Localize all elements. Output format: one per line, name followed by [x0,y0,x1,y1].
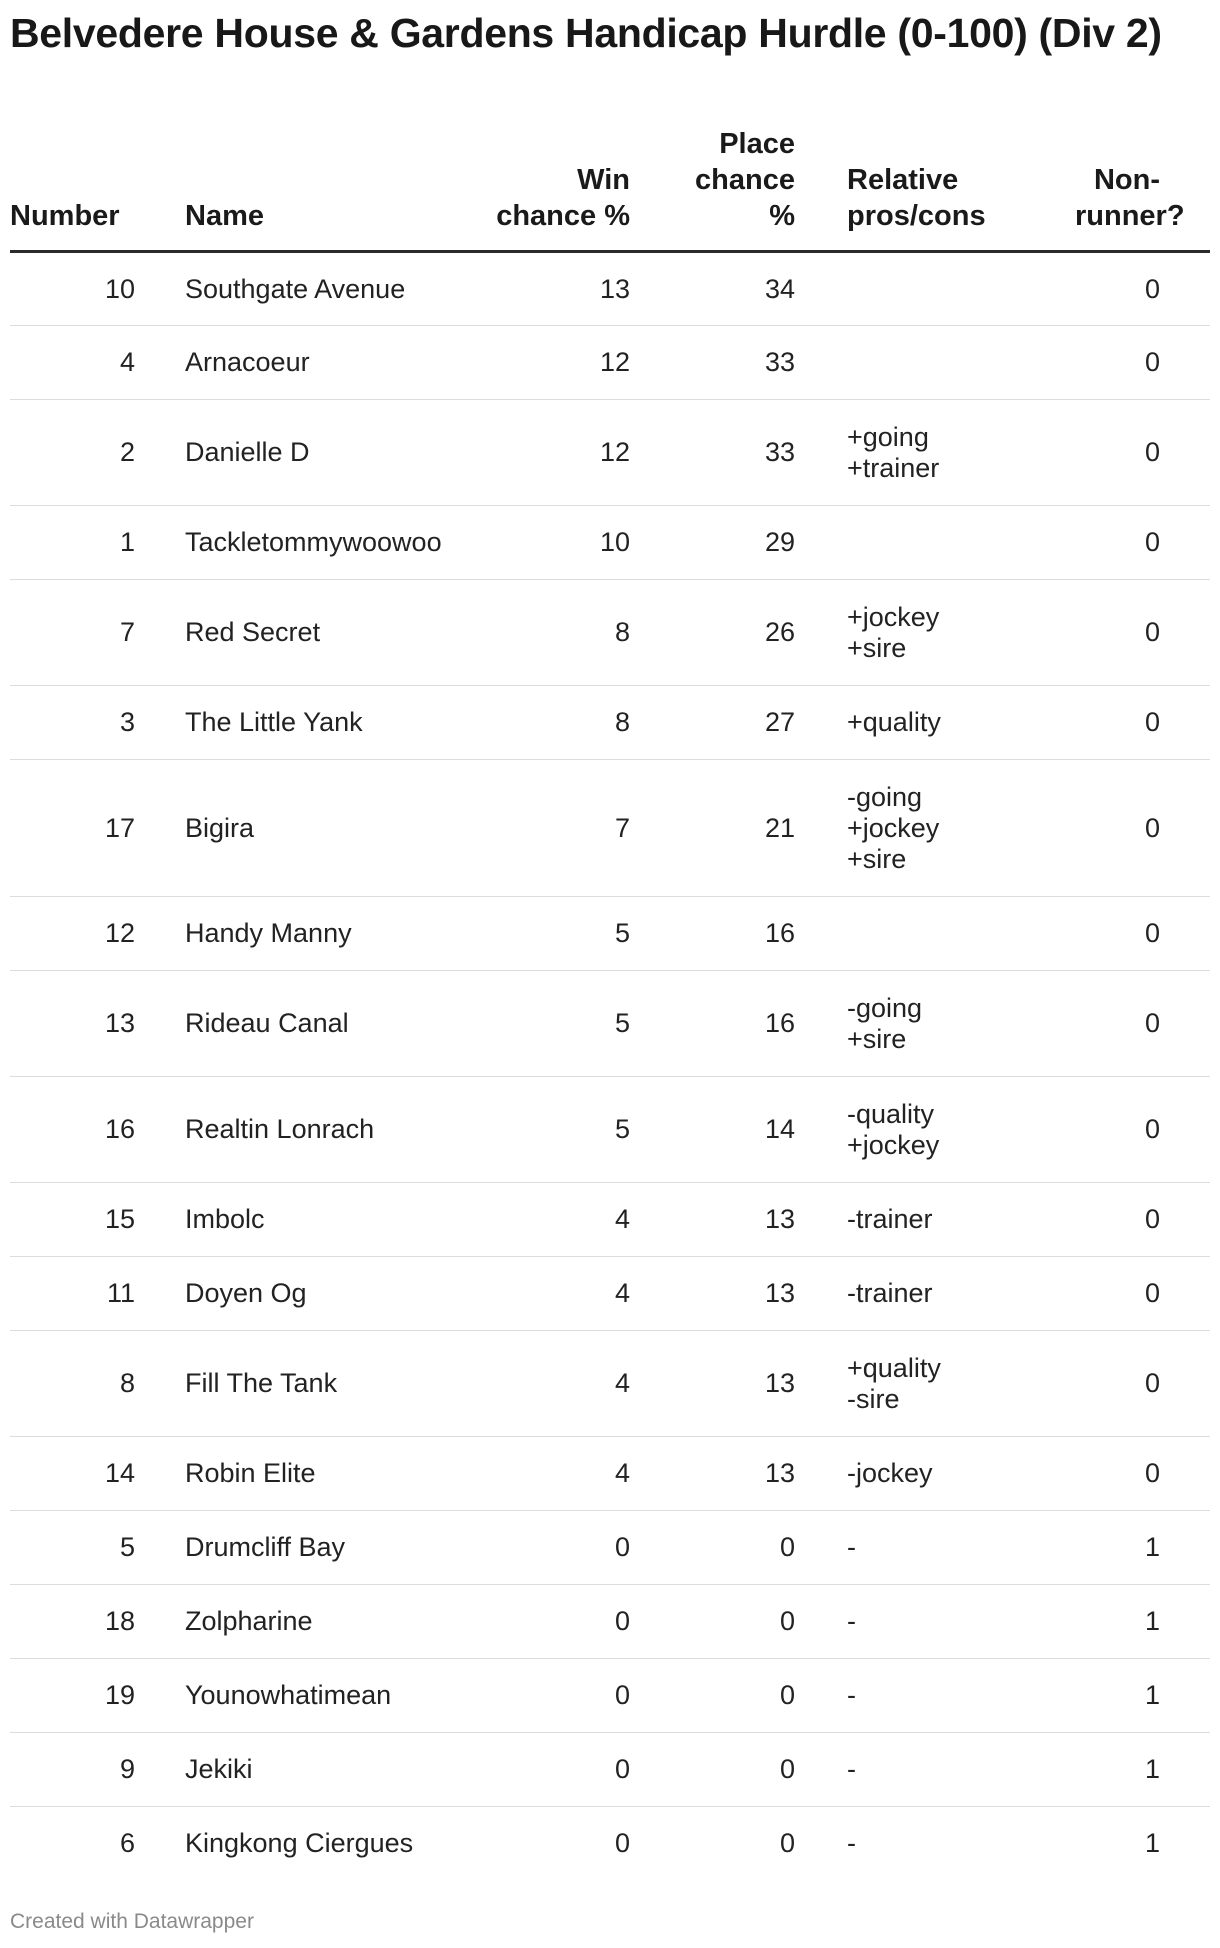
cell-number: 1 [10,506,185,580]
cell-pros-cons [795,1077,985,1183]
table-row [10,1437,1210,1511]
cell-place-chance: 16 [630,897,795,971]
cell-place-chance: 14 [630,1077,795,1183]
pros-cons-item: - [847,1754,856,1784]
cell-win-chance: 8 [470,686,630,760]
cell-place-chance: 13 [630,1183,795,1257]
table-row [10,1659,1210,1733]
cell-place-chance: 13 [630,1331,795,1437]
cell-non-runner: 1 [985,1585,1210,1659]
cell-win-chance: 8 [470,580,630,686]
cell-non-runner: 0 [985,897,1210,971]
cell-non-runner: 0 [985,252,1210,326]
cell-pros-cons [795,1585,985,1659]
pros-cons-item: -going [847,992,923,1023]
cell-number: 4 [10,326,185,400]
cell-name: Younowhatimean [185,1659,470,1733]
table-row [10,897,1210,971]
cell-non-runner: 0 [985,1257,1210,1331]
pros-cons-item: - [847,1680,856,1710]
cell-number: 16 [10,1077,185,1183]
cell-number: 8 [10,1331,185,1437]
pros-cons-item: -quality [847,1098,935,1129]
cell-name: Arnacoeur [185,326,470,400]
cell-number: 12 [10,897,185,971]
cell-win-chance: 0 [470,1511,630,1585]
cell-pros-cons [795,326,985,400]
cell-win-chance: 10 [470,506,630,580]
header-win-chance[interactable]: Win chance % [470,112,630,252]
cell-win-chance: 0 [470,1733,630,1807]
cell-name: Bigira [185,760,470,897]
cell-non-runner: 1 [985,1733,1210,1807]
pros-cons-item: +quality [847,707,941,737]
cell-place-chance: 0 [630,1659,795,1733]
cell-number: 10 [10,252,185,326]
cell-number: 7 [10,580,185,686]
pros-cons-item: - [847,1606,856,1636]
cell-pros-cons [795,1807,985,1881]
cell-pros-cons [795,1511,985,1585]
table-row [10,1257,1210,1331]
cell-non-runner: 0 [985,1077,1210,1183]
pros-cons-item: +sire [847,843,907,874]
cell-win-chance: 0 [614,1828,630,1859]
pros-cons-item: -going [847,781,923,812]
cell-non-runner: 0 [985,580,1210,686]
cell-place-chance: 13 [630,1437,795,1511]
cell-place-chance: 34 [630,252,795,326]
cell-number: 13 [10,971,185,1077]
table-row [10,326,1210,400]
cell-place-chance: 21 [630,760,795,897]
table-row [10,1585,1210,1659]
cell-pros-cons [795,897,985,971]
pros-cons-item: - [847,1532,856,1562]
pros-cons-item: +jockey [847,601,940,632]
cell-number: 17 [10,760,185,897]
cell-place-chance: 33 [630,400,795,506]
cell-win-chance: 7 [470,760,630,897]
cell-pros-cons [795,252,985,326]
cell-pros-cons [795,1331,985,1437]
table-row [10,686,1210,760]
cell-place-chance: 29 [630,506,795,580]
cell-pros-cons [795,580,985,686]
cell-name: Red Secret [185,580,470,686]
cell-number: 15 [10,1183,185,1257]
cell-win-chance: 5 [470,971,630,1077]
pros-cons-item: +sire [847,1023,907,1054]
cell-pros-cons [795,400,985,506]
cell-non-runner: 0 [985,1331,1210,1437]
table-row [10,760,1210,897]
cell-name: Handy Manny [185,897,470,971]
cell-pros-cons [795,506,985,580]
cell-non-runner: 1 [1144,1828,1160,1859]
pros-cons-item: +going [847,421,929,452]
table-row [10,1331,1210,1437]
table-row [10,1183,1210,1257]
table-row [10,506,1210,580]
cell-pros-cons [795,971,985,1077]
cell-name: Tackletommywoowoo [185,506,470,580]
cell-pros-cons [795,1733,985,1807]
header-number[interactable]: Number [10,112,185,252]
cell-non-runner: 0 [985,760,1210,897]
pros-cons-item: -trainer [847,1204,933,1234]
cell-pros-cons [795,1257,985,1331]
cell-win-chance: 4 [470,1331,630,1437]
cell-place-chance: 26 [630,580,795,686]
cell-place-chance: 0 [630,1511,795,1585]
cell-name: Fill The Tank [185,1331,470,1437]
table-row [10,400,1210,506]
cell-place-chance: 13 [630,1257,795,1331]
cell-place-chance: 0 [630,1585,795,1659]
pros-cons-item: +trainer [847,452,940,483]
cell-name: Realtin Lonrach [185,1077,470,1183]
header-non-runner[interactable]: Non-runner? [985,112,1210,252]
cell-pros-cons [795,1437,985,1511]
cell-win-chance: 13 [470,252,630,326]
cell-number: 6 [119,1828,135,1859]
table-row [10,1733,1210,1807]
header-place-chance[interactable]: Place chance % [630,112,795,252]
cell-non-runner: 0 [985,326,1210,400]
cell-place-chance: 0 [630,1733,795,1807]
cell-number: 2 [10,400,185,506]
cell-non-runner: 1 [985,1659,1210,1733]
cell-non-runner: 0 [985,1183,1210,1257]
table-body [10,252,1210,1881]
cell-name: Rideau Canal [185,971,470,1077]
cell-number: 3 [10,686,185,760]
cell-pros-cons [795,686,985,760]
cell-number: 5 [10,1511,185,1585]
data-table [10,112,1210,1881]
cell-number: 14 [10,1437,185,1511]
cell-place-chance: 0 [779,1828,795,1859]
cell-win-chance: 4 [470,1183,630,1257]
chart-title: Belvedere House & Gardens Handicap Hurdle (0-100) (Div 2) [10,10,1162,56]
pros-cons-item: +sire [847,632,907,663]
cell-name: Robin Elite [185,1437,470,1511]
cell-non-runner: 0 [985,686,1210,760]
cell-name: Drumcliff Bay [185,1511,470,1585]
cell-win-chance: 5 [470,1077,630,1183]
table-row [10,252,1210,326]
header-row [10,112,1210,252]
cell-place-chance: 16 [630,971,795,1077]
pros-cons-item: +jockey [847,1129,940,1160]
cell-number: 9 [10,1733,185,1807]
cell-non-runner: 0 [985,971,1210,1077]
header-pros-cons[interactable]: Relative pros/cons [795,112,985,252]
cell-non-runner: 0 [985,1437,1210,1511]
cell-number: 18 [10,1585,185,1659]
cell-name: The Little Yank [185,686,470,760]
pros-cons-item: -trainer [847,1278,933,1308]
cell-name: Imbolc [185,1183,470,1257]
pros-cons-item: - [847,1828,856,1859]
cell-non-runner: 0 [985,506,1210,580]
cell-name: Jekiki [185,1733,470,1807]
cell-name: Danielle D [185,400,470,506]
cell-name: Doyen Og [185,1257,470,1331]
cell-non-runner: 0 [985,400,1210,506]
pros-cons-item: +jockey [847,812,940,843]
cell-name: Zolpharine [185,1585,470,1659]
cell-number: 11 [10,1257,185,1331]
cell-win-chance: 12 [470,326,630,400]
cell-place-chance: 27 [630,686,795,760]
cell-pros-cons [795,1183,985,1257]
pros-cons-item: +quality [847,1352,941,1383]
cell-win-chance: 12 [470,400,630,506]
pros-cons-item: -jockey [847,1458,933,1488]
table-row [10,1807,1210,1881]
cell-number: 19 [10,1659,185,1733]
cell-win-chance: 0 [470,1585,630,1659]
cell-name: Kingkong Ciergues [185,1828,414,1859]
table-row [10,1511,1210,1585]
cell-win-chance: 5 [470,897,630,971]
cell-pros-cons [795,1659,985,1733]
header-name[interactable]: Name [185,112,470,252]
pros-cons-item: -sire [847,1383,900,1414]
cell-non-runner: 1 [985,1511,1210,1585]
cell-win-chance: 4 [470,1257,630,1331]
cell-place-chance: 33 [630,326,795,400]
cell-win-chance: 0 [470,1659,630,1733]
cell-pros-cons [795,760,985,897]
table-row [10,580,1210,686]
cell-name: Southgate Avenue [185,252,470,326]
table-row [10,971,1210,1077]
table-row [10,1077,1210,1183]
cell-win-chance: 4 [470,1437,630,1511]
footer-credit: Created with Datawrapper [10,1910,254,1933]
